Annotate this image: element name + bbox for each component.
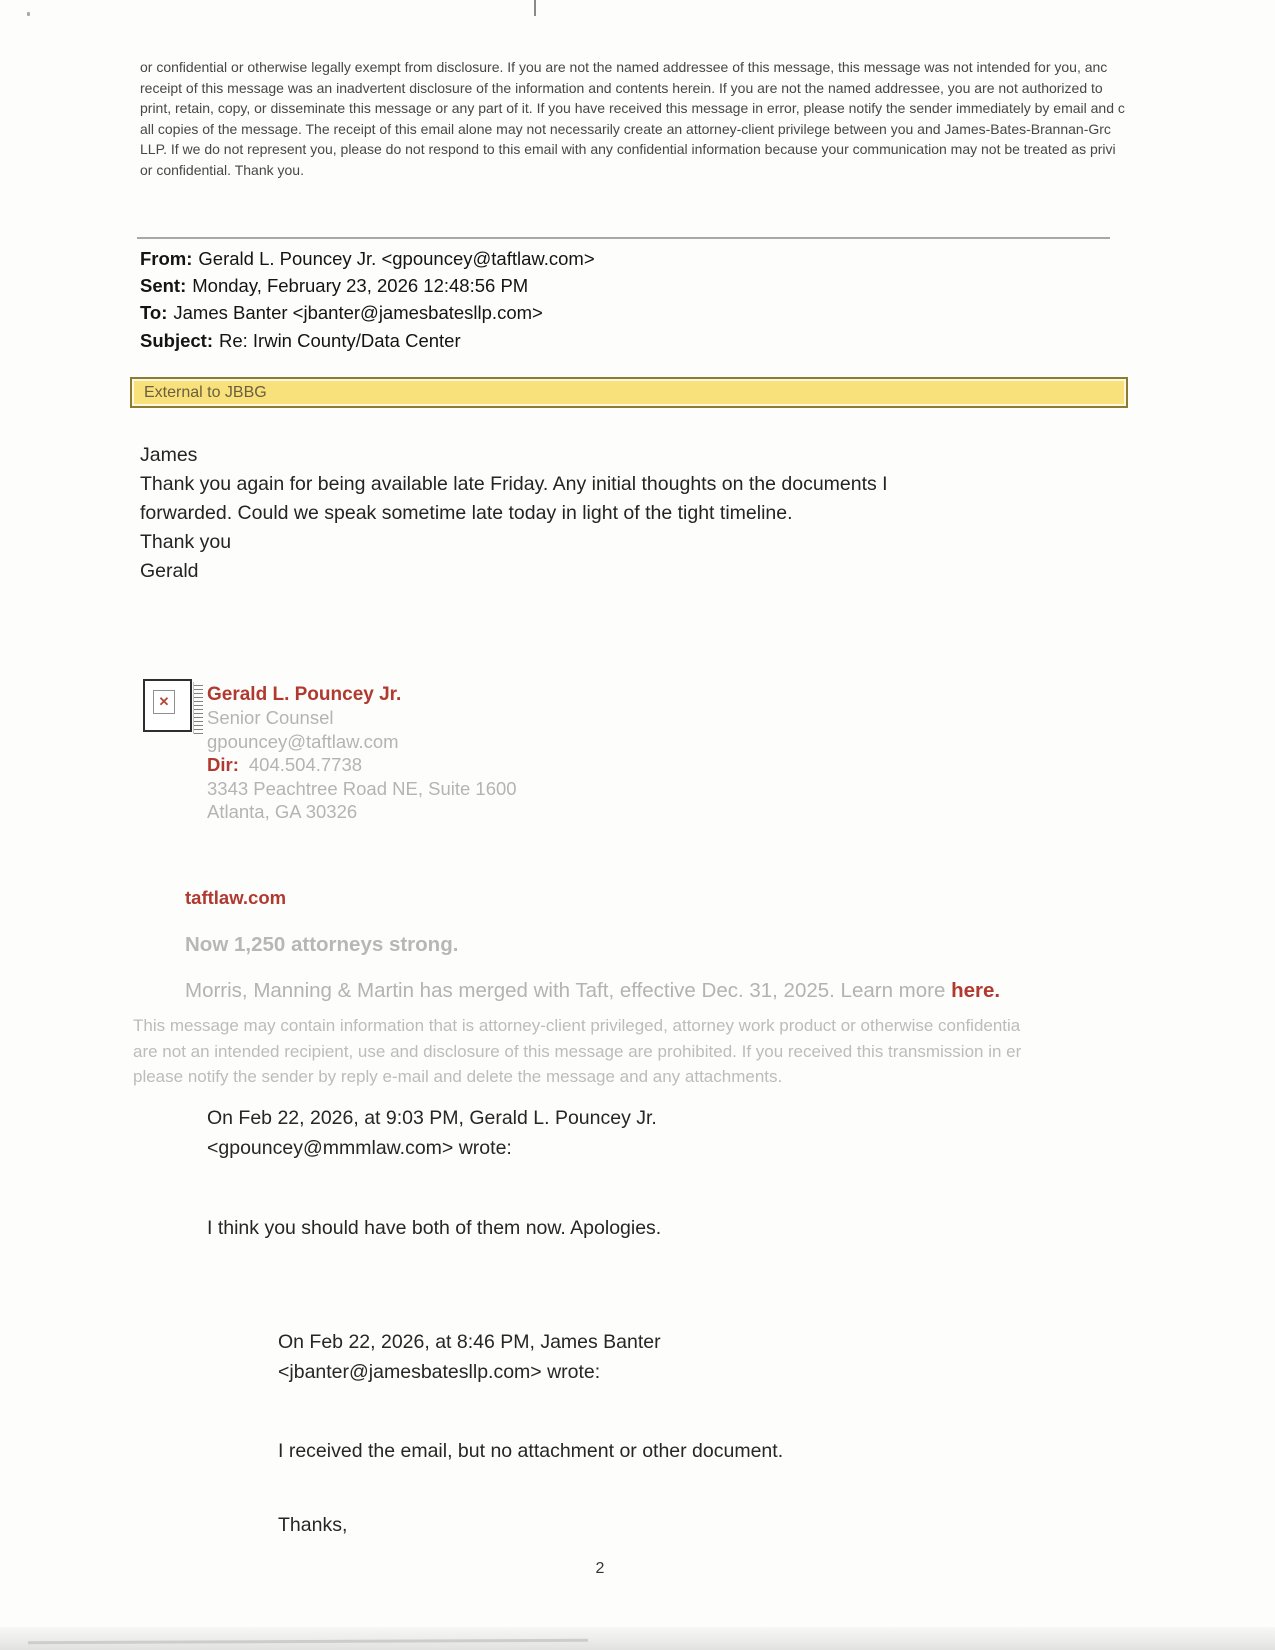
quoted-reply-2-attribution: [278, 1327, 661, 1387]
disclaimer-line: or confidential. Thank you.: [140, 161, 304, 178]
quoted-reply-2-closing: Thanks,: [278, 1514, 348, 1536]
email-body: [140, 441, 888, 586]
header-subject: [140, 327, 595, 354]
subject-value: Re: Irwin County/Data Center: [218, 329, 461, 351]
disclaimer-line: print, retain, copy, or disseminate this message or any part of it. If you have received this message in error, please notify the sender immediately by email and c: [140, 100, 1125, 116]
external-warning-text: External to JBBG: [134, 381, 1124, 404]
sig-disclaimer-line: This message may contain information that is attorney-client privileged, attorney work product or otherwise confidentia: [133, 1016, 1021, 1035]
scan-artifact-tick: [534, 0, 536, 16]
to-value: James Banter <jbanter@jamesbatesllp.com>: [173, 302, 543, 324]
quote-attribution-line: On Feb 22, 2026, at 8:46 PM, James Banter: [278, 1331, 661, 1353]
sig-disclaimer-line: are not an intended recipient, use and disclosure of this message are prohibited. If you received this transmission in er: [133, 1041, 1022, 1061]
quote-attribution-line: <gpouncey@mmmlaw.com> wrote:: [207, 1137, 512, 1159]
signature-legal-disclaimer: [133, 1013, 1021, 1090]
quote-attribution-line: On Feb 22, 2026, at 9:03 PM, Gerald L. Pouncey Jr.: [207, 1107, 657, 1129]
to-label: To:: [140, 302, 168, 324]
disclaimer-line: receipt of this message was an inadvertent disclosure of the information and contents herein. If you are not the named addressee, you are not authorized to: [140, 79, 1103, 96]
from-value: Gerald L. Pouncey Jr. <gpouncey@taftlaw.com>: [198, 248, 595, 269]
header-from: [140, 245, 595, 272]
signature-phone-row: [207, 753, 517, 776]
top-legal-disclaimer: [140, 57, 1125, 180]
broken-image-x-icon: ✕: [153, 690, 175, 714]
external-warning-banner: [130, 377, 1128, 408]
signature-address-1: 3343 Peachtree Road NE, Suite 1600: [207, 777, 517, 799]
disclaimer-line: LLP. If we do not represent you, please do not respond to this email with any confidential information because your communication may not be treated as privi: [140, 141, 1116, 157]
signature-block: [207, 683, 517, 823]
scan-bottom-shadow: [0, 1627, 1275, 1650]
from-label: From:: [140, 248, 193, 269]
subject-label: Subject:: [140, 329, 213, 351]
sent-label: Sent:: [140, 275, 187, 297]
body-greeting: James: [140, 444, 198, 466]
header-sent: [140, 272, 595, 299]
quoted-reply-1-message: I think you should have both of them now. Apologies.: [207, 1217, 662, 1239]
page-number: 2: [595, 1560, 605, 1577]
signature-address-2: Atlanta, GA 30326: [207, 801, 358, 823]
email-header-block: [140, 245, 595, 354]
signature-title: Senior Counsel: [207, 707, 334, 729]
body-closing: Thank you: [140, 531, 232, 553]
disclaimer-line: all copies of the message. The receipt of this email alone may not necessarily create an attorney-client privilege between you and James-Bates-Brannan-Grc: [140, 120, 1111, 137]
body-line: Thank you again for being available late Friday. Any initial thoughts on the documents I: [140, 473, 888, 495]
section-divider-line: [137, 237, 1110, 239]
quoted-reply-2-message: I received the email, but no attachment or other document.: [278, 1440, 784, 1462]
body-signoff: Gerald: [140, 560, 199, 582]
body-line: forwarded. Could we speak sometime late today in light of the tight timeline.: [140, 502, 793, 524]
merger-text: Morris, Manning & Martin has merged with Taft, effective Dec. 31, 2025. Learn more: [185, 979, 952, 1002]
signature-tagline: Now 1,250 attorneys strong.: [185, 933, 459, 956]
header-to: [140, 299, 595, 326]
quoted-reply-1-attribution: [207, 1103, 657, 1163]
signature-email: gpouncey@taftlaw.com: [207, 730, 399, 752]
merger-announcement: [185, 979, 1000, 1003]
merger-here-link: here.: [951, 979, 1001, 1002]
disclaimer-line: or confidential or otherwise legally exempt from disclosure. If you are not the named addressee of this message, this message was not intended for you, anc: [140, 59, 1108, 75]
signature-website-link: taftlaw.com: [185, 887, 287, 908]
broken-image-alt-text-strip: [193, 682, 203, 734]
signature-name: Gerald L. Pouncey Jr.: [207, 684, 402, 705]
dir-label: Dir:: [207, 754, 239, 776]
scan-artifact-speck: [27, 12, 30, 16]
quote-attribution-line: <jbanter@jamesbatesllp.com> wrote:: [278, 1361, 601, 1383]
sig-disclaimer-line: please notify the sender by reply e-mail and delete the message and any attachments.: [133, 1067, 783, 1086]
broken-image-icon: [143, 679, 192, 732]
sent-value: Monday, February 23, 2026 12:48:56 PM: [192, 275, 529, 297]
signature-phone: 404.504.7738: [248, 754, 363, 776]
